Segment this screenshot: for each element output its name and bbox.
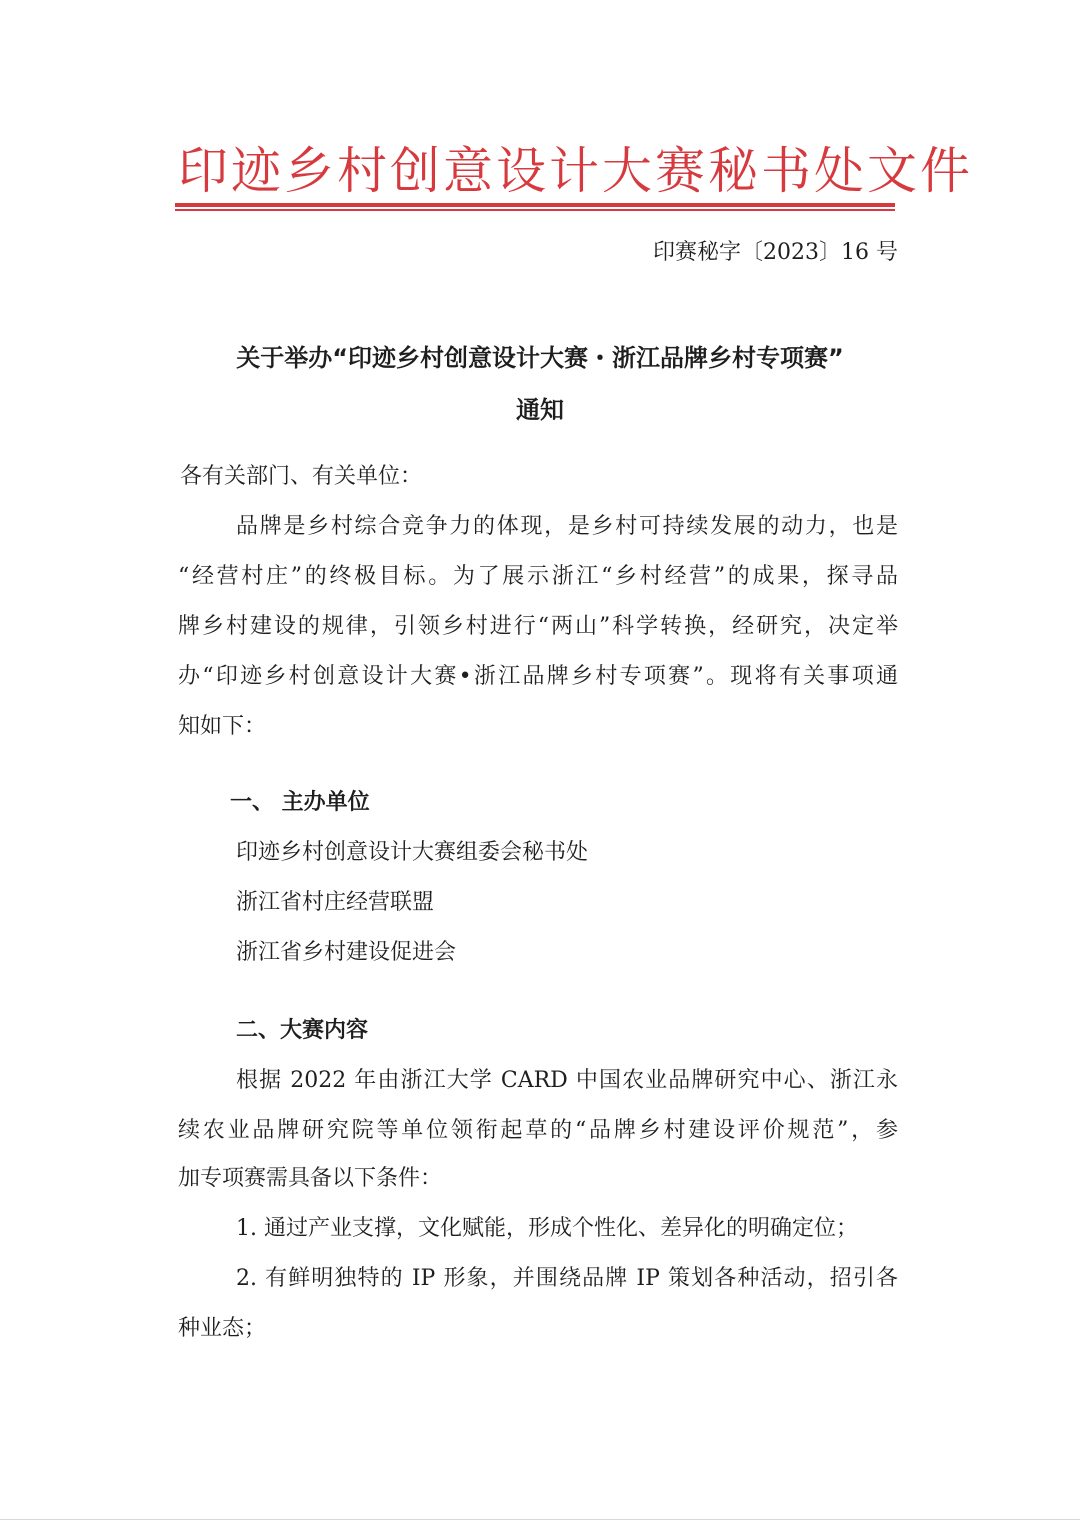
intro-line: 办“印迹乡村创意设计大赛•浙江品牌乡村专项赛”。现将有关事项通	[178, 664, 898, 689]
document-number: 印赛秘字〔2023〕16 号	[653, 240, 898, 265]
condition-item: 2. 有鲜明独特的 IP 形象，并围绕品牌 IP 策划各种活动，招引各	[236, 1266, 898, 1291]
masthead-title: 印迹乡村创意设计大赛秘书处文件	[178, 142, 973, 200]
masthead-rule-thick	[175, 203, 895, 207]
intro-line: 品牌是乡村综合竞争力的体现，是乡村可持续发展的动力，也是	[236, 514, 898, 539]
intro-line: 知如下：	[178, 714, 267, 739]
notice-title-line-1: 关于举办“印迹乡村创意设计大赛・浙江品牌乡村专项赛”	[236, 344, 844, 372]
section-2-heading: 二、大赛内容	[236, 1018, 369, 1043]
masthead-rule-thin	[175, 209, 895, 211]
section-2-line: 加专项赛需具备以下条件：	[178, 1166, 443, 1191]
section-2-line: 续农业品牌研究院等单位领衔起草的“品牌乡村建设评价规范”，参	[178, 1118, 898, 1143]
notice-title-line-2: 通知	[516, 396, 564, 424]
condition-item: 1. 通过产业支撑，文化赋能，形成个性化、差异化的明确定位；	[236, 1216, 858, 1241]
salutation: 各有关部门、有关单位：	[180, 464, 423, 489]
condition-item-continued: 种业态；	[178, 1316, 267, 1341]
intro-line: “经营村庄”的终极目标。为了展示浙江“乡村经营”的成果，探寻品	[178, 564, 898, 589]
section-1-heading: 一、 主办单位	[230, 790, 370, 815]
organizer-item: 印迹乡村创意设计大赛组委会秘书处	[236, 840, 589, 865]
intro-line: 牌乡村建设的规律，引领乡村进行“两山”科学转换，经研究，决定举	[178, 614, 898, 639]
organizer-item: 浙江省村庄经营联盟	[236, 890, 435, 915]
page-bottom-border	[0, 1519, 1080, 1520]
section-2-line: 根据 2022 年由浙江大学 CARD 中国农业品牌研究中心、浙江永	[236, 1068, 898, 1093]
organizer-item: 浙江省乡村建设促进会	[236, 940, 457, 965]
